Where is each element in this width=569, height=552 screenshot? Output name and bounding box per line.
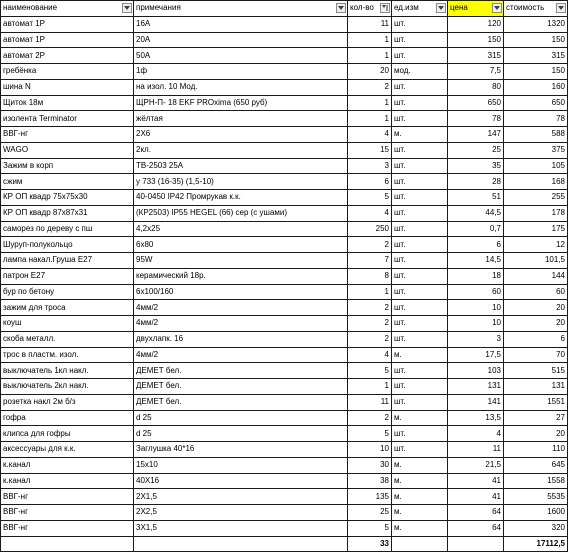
cell-unit[interactable]: шт.	[392, 190, 448, 206]
cell-quantity[interactable]: 1	[348, 48, 392, 64]
cell-price[interactable]: 7,5	[448, 64, 504, 80]
cell-unit[interactable]: шт.	[392, 253, 448, 269]
cell-unit[interactable]: шт.	[392, 300, 448, 316]
cell-price[interactable]: 13,5	[448, 410, 504, 426]
cell-notes[interactable]: 4мм/2	[134, 347, 348, 363]
cell-notes[interactable]: на изол. 10 Мод.	[134, 79, 348, 95]
cell-name[interactable]: изолента Terminator	[1, 111, 134, 127]
cell-notes[interactable]: ЩРН-П- 18 EKF PROxima (650 руб)	[134, 95, 348, 111]
cell-cost[interactable]: 20	[504, 300, 568, 316]
cell-name[interactable]: выключатель 1кл накл.	[1, 363, 134, 379]
sort-filter-icon[interactable]	[380, 3, 390, 13]
cell-unit[interactable]: шт.	[392, 174, 448, 190]
cell-name[interactable]: к.канал	[1, 473, 134, 489]
header-cell-name	[1, 1, 134, 17]
table-row	[1, 221, 568, 237]
cell-notes[interactable]: ДЕМЕТ бел.	[134, 363, 348, 379]
cell-unit[interactable]: м.	[392, 410, 448, 426]
cell-price[interactable]: 0,7	[448, 221, 504, 237]
cell-unit[interactable]: шт.	[392, 79, 448, 95]
cell-quantity[interactable]: 20	[348, 64, 392, 80]
cell-name[interactable]: патрон Е27	[1, 268, 134, 284]
cell-unit[interactable]: м.	[392, 473, 448, 489]
cell-quantity[interactable]: 11	[348, 394, 392, 410]
table-row	[1, 268, 568, 284]
cell-cost[interactable]: 144	[504, 268, 568, 284]
cell-quantity[interactable]: 1	[348, 32, 392, 48]
cell-cost[interactable]: 650	[504, 95, 568, 111]
cell-unit[interactable]: шт.	[392, 284, 448, 300]
cell-quantity[interactable]: 1	[348, 284, 392, 300]
table-row	[1, 331, 568, 347]
total-cell-unit[interactable]	[392, 536, 448, 552]
cell-name[interactable]: скоба металл.	[1, 331, 134, 347]
cell-name[interactable]: саморез по дереву с пш	[1, 221, 134, 237]
cell-name[interactable]: трос в пластм. изол.	[1, 347, 134, 363]
cell-price[interactable]: 21,5	[448, 457, 504, 473]
cell-quantity[interactable]: 1	[348, 95, 392, 111]
cell-unit[interactable]: шт.	[392, 95, 448, 111]
cell-quantity[interactable]: 2	[348, 410, 392, 426]
cell-name[interactable]: ВВГ-нг	[1, 489, 134, 505]
header-label: примечания	[136, 3, 181, 13]
cell-name[interactable]: гребёнка	[1, 64, 134, 80]
cell-name[interactable]: КР ОП квадр 75х75х30	[1, 190, 134, 206]
cell-unit[interactable]: шт.	[392, 237, 448, 253]
cell-notes[interactable]: керамический 18р.	[134, 268, 348, 284]
table-row	[1, 442, 568, 458]
cell-unit[interactable]: м.	[392, 457, 448, 473]
cell-name[interactable]: шина N	[1, 79, 134, 95]
cell-price[interactable]: 51	[448, 190, 504, 206]
cell-notes[interactable]: 20A	[134, 32, 348, 48]
cell-name[interactable]: розетка накл 2м б/з	[1, 394, 134, 410]
cell-name[interactable]: выключатель 2кл накл.	[1, 379, 134, 395]
cell-name[interactable]: к.канал	[1, 457, 134, 473]
cell-cost[interactable]: 160	[504, 79, 568, 95]
table-row	[1, 16, 568, 32]
cell-quantity[interactable]: 25	[348, 505, 392, 521]
table-row	[1, 379, 568, 395]
cell-quantity[interactable]: 4	[348, 347, 392, 363]
cell-notes[interactable]: 3Х1,5	[134, 520, 348, 536]
cell-quantity[interactable]: 4	[348, 127, 392, 143]
cell-unit[interactable]: шт.	[392, 394, 448, 410]
cell-cost[interactable]: 515	[504, 363, 568, 379]
cell-notes[interactable]: жёлтая	[134, 111, 348, 127]
table-row	[1, 473, 568, 489]
cell-unit[interactable]: шт.	[392, 316, 448, 332]
cell-cost[interactable]: 60	[504, 284, 568, 300]
cell-price[interactable]: 28	[448, 174, 504, 190]
header-cell-price	[448, 1, 504, 17]
cell-quantity[interactable]: 3	[348, 158, 392, 174]
table-row	[1, 190, 568, 206]
table-row	[1, 237, 568, 253]
cell-price[interactable]: 44,5	[448, 205, 504, 221]
cell-cost[interactable]: 70	[504, 347, 568, 363]
cell-notes[interactable]: 2Х2,5	[134, 505, 348, 521]
cell-cost[interactable]: 5535	[504, 489, 568, 505]
cell-notes[interactable]: у 733 (16-35) (1,5-10)	[134, 174, 348, 190]
cell-price[interactable]: 25	[448, 142, 504, 158]
cell-price[interactable]: 64	[448, 520, 504, 536]
cell-price[interactable]: 147	[448, 127, 504, 143]
cell-cost[interactable]: 645	[504, 457, 568, 473]
cell-name[interactable]: зажим для троса	[1, 300, 134, 316]
cell-unit[interactable]: мод.	[392, 64, 448, 80]
cell-cost[interactable]: 168	[504, 174, 568, 190]
cell-name[interactable]: клипса для гофры	[1, 426, 134, 442]
cell-name[interactable]: гофра	[1, 410, 134, 426]
cell-notes[interactable]: 40-0450 IP42 Промрукав к.к.	[134, 190, 348, 206]
cell-cost[interactable]: 150	[504, 64, 568, 80]
cell-unit[interactable]: шт.	[392, 32, 448, 48]
cell-name[interactable]: Щиток 18м	[1, 95, 134, 111]
cell-price[interactable]: 60	[448, 284, 504, 300]
cell-quantity[interactable]: 11	[348, 16, 392, 32]
total-cell-quantity[interactable]: 33	[348, 536, 392, 552]
filter-dropdown-icon[interactable]	[492, 3, 502, 13]
cell-notes[interactable]: ДЕМЕТ бел.	[134, 379, 348, 395]
header-cell-unit	[392, 1, 448, 17]
cell-cost[interactable]: 27	[504, 410, 568, 426]
cell-cost[interactable]: 315	[504, 48, 568, 64]
cell-unit[interactable]: шт.	[392, 442, 448, 458]
header-label: ед.изм	[394, 3, 419, 13]
table-row	[1, 363, 568, 379]
table-row	[1, 64, 568, 80]
cell-unit[interactable]: м.	[392, 127, 448, 143]
table-row	[1, 79, 568, 95]
filter-dropdown-icon[interactable]	[436, 3, 446, 13]
cell-unit[interactable]: шт.	[392, 426, 448, 442]
table-row	[1, 316, 568, 332]
cell-unit[interactable]: шт.	[392, 16, 448, 32]
cell-cost[interactable]: 175	[504, 221, 568, 237]
cell-price[interactable]: 650	[448, 95, 504, 111]
cell-name[interactable]: автомат 1Р	[1, 32, 134, 48]
cell-name[interactable]: WAGO	[1, 142, 134, 158]
totals-row	[1, 536, 568, 552]
cell-notes[interactable]: двухлапк. 16	[134, 331, 348, 347]
cell-cost[interactable]: 588	[504, 127, 568, 143]
cell-name[interactable]: бур по бетону	[1, 284, 134, 300]
table-body	[1, 16, 568, 552]
header-cell-cost	[504, 1, 568, 17]
table-row	[1, 95, 568, 111]
cell-price[interactable]: 6	[448, 237, 504, 253]
cell-price[interactable]: 80	[448, 79, 504, 95]
cell-quantity[interactable]: 4	[348, 205, 392, 221]
cell-price[interactable]: 11	[448, 442, 504, 458]
cell-notes[interactable]: 4мм/2	[134, 300, 348, 316]
cell-cost[interactable]: 255	[504, 190, 568, 206]
cell-quantity[interactable]: 7	[348, 253, 392, 269]
header-label: цена	[450, 3, 468, 13]
cell-quantity[interactable]: 6	[348, 174, 392, 190]
cell-unit[interactable]: шт.	[392, 379, 448, 395]
cell-quantity[interactable]: 250	[348, 221, 392, 237]
cell-cost[interactable]: 131	[504, 379, 568, 395]
cell-cost[interactable]: 12	[504, 237, 568, 253]
cell-price[interactable]: 64	[448, 505, 504, 521]
cell-name[interactable]: Шуруп-полукольцо	[1, 237, 134, 253]
cell-price[interactable]: 150	[448, 32, 504, 48]
cell-unit[interactable]: шт.	[392, 111, 448, 127]
table-row	[1, 505, 568, 521]
cell-cost[interactable]: 1600	[504, 505, 568, 521]
table-row	[1, 142, 568, 158]
cell-cost[interactable]: 178	[504, 205, 568, 221]
header-cell-notes	[134, 1, 348, 17]
filter-dropdown-icon[interactable]	[122, 3, 132, 13]
cell-notes[interactable]: 50A	[134, 48, 348, 64]
cell-unit[interactable]: шт.	[392, 48, 448, 64]
cell-price[interactable]: 41	[448, 489, 504, 505]
cell-cost[interactable]: 1320	[504, 16, 568, 32]
table-row	[1, 394, 568, 410]
cell-notes[interactable]: 40Х16	[134, 473, 348, 489]
cell-cost[interactable]: 20	[504, 426, 568, 442]
header-row	[1, 1, 568, 17]
cell-unit[interactable]: шт.	[392, 221, 448, 237]
cell-unit[interactable]: шт.	[392, 331, 448, 347]
table-row	[1, 410, 568, 426]
cell-price[interactable]: 14,5	[448, 253, 504, 269]
cell-price[interactable]: 78	[448, 111, 504, 127]
cell-cost[interactable]: 1558	[504, 473, 568, 489]
cell-notes[interactable]: Заглушка 40*16	[134, 442, 348, 458]
table-row	[1, 300, 568, 316]
cell-notes[interactable]: 1ф	[134, 64, 348, 80]
cell-name[interactable]: аксессуары для к.к.	[1, 442, 134, 458]
cell-quantity[interactable]: 15	[348, 142, 392, 158]
cell-cost[interactable]: 375	[504, 142, 568, 158]
cell-cost[interactable]: 78	[504, 111, 568, 127]
cell-quantity[interactable]: 30	[348, 457, 392, 473]
cell-notes[interactable]: 4,2х25	[134, 221, 348, 237]
table-row	[1, 426, 568, 442]
cell-quantity[interactable]: 1	[348, 379, 392, 395]
table-row	[1, 32, 568, 48]
table-row	[1, 520, 568, 536]
cell-unit[interactable]: м.	[392, 347, 448, 363]
cell-name[interactable]: ВВГ-нг	[1, 505, 134, 521]
cell-notes[interactable]: 4мм/2	[134, 316, 348, 332]
table-row	[1, 457, 568, 473]
cell-quantity[interactable]: 135	[348, 489, 392, 505]
cell-name[interactable]: Зажим в корп	[1, 158, 134, 174]
table-row	[1, 489, 568, 505]
cell-unit[interactable]: шт.	[392, 142, 448, 158]
cell-quantity[interactable]: 2	[348, 331, 392, 347]
cell-quantity[interactable]: 2	[348, 79, 392, 95]
cell-quantity[interactable]: 5	[348, 190, 392, 206]
cell-name[interactable]: лампа накал.Груша Е27	[1, 253, 134, 269]
table-row	[1, 127, 568, 143]
table-row	[1, 347, 568, 363]
cell-cost[interactable]: 1551	[504, 394, 568, 410]
cell-quantity[interactable]: 5	[348, 520, 392, 536]
cell-notes[interactable]: d 25	[134, 410, 348, 426]
cell-unit[interactable]: шт.	[392, 363, 448, 379]
cell-notes[interactable]: 2кл.	[134, 142, 348, 158]
table-row	[1, 253, 568, 269]
cell-notes[interactable]: 6х100/160	[134, 284, 348, 300]
cell-notes[interactable]: d 25	[134, 426, 348, 442]
cell-unit[interactable]: м.	[392, 520, 448, 536]
cell-notes[interactable]: (КР2503) IP55 HEGEL (66) сер (с ушами)	[134, 205, 348, 221]
cell-price[interactable]: 18	[448, 268, 504, 284]
total-cell-cost[interactable]: 17112,5	[504, 536, 568, 552]
cell-name[interactable]: ВВГ-нг	[1, 127, 134, 143]
cell-notes[interactable]: 95W	[134, 253, 348, 269]
table-row	[1, 48, 568, 64]
cell-price[interactable]: 3	[448, 331, 504, 347]
cell-unit[interactable]: шт.	[392, 205, 448, 221]
cell-name[interactable]: ВВГ-нг	[1, 520, 134, 536]
cell-name[interactable]: автомат 1Р	[1, 16, 134, 32]
cell-quantity[interactable]: 2	[348, 237, 392, 253]
cell-cost[interactable]: 20	[504, 316, 568, 332]
cell-cost[interactable]: 110	[504, 442, 568, 458]
filter-dropdown-icon[interactable]	[336, 3, 346, 13]
cell-cost[interactable]: 101,5	[504, 253, 568, 269]
cell-quantity[interactable]: 38	[348, 473, 392, 489]
cell-quantity[interactable]: 2	[348, 300, 392, 316]
cell-name[interactable]: коуш	[1, 316, 134, 332]
cell-price[interactable]: 141	[448, 394, 504, 410]
cell-price[interactable]: 35	[448, 158, 504, 174]
cell-unit[interactable]: м.	[392, 489, 448, 505]
cell-price[interactable]: 120	[448, 16, 504, 32]
cell-cost[interactable]: 105	[504, 158, 568, 174]
table-row	[1, 158, 568, 174]
cell-quantity[interactable]: 5	[348, 426, 392, 442]
cell-notes[interactable]: 2Х6	[134, 127, 348, 143]
cell-notes[interactable]: 2Х1,5	[134, 489, 348, 505]
cell-price[interactable]: 41	[448, 473, 504, 489]
cell-notes[interactable]: 6х80	[134, 237, 348, 253]
cell-price[interactable]: 103	[448, 363, 504, 379]
cell-unit[interactable]: шт.	[392, 158, 448, 174]
header-label: кол-во	[350, 3, 374, 13]
table-row	[1, 205, 568, 221]
cell-quantity[interactable]: 8	[348, 268, 392, 284]
total-cell-name[interactable]	[1, 536, 134, 552]
cell-notes[interactable]: ДЕМЕТ бел.	[134, 394, 348, 410]
cell-notes[interactable]: ТВ-2503 25А	[134, 158, 348, 174]
table-row	[1, 174, 568, 190]
cell-quantity[interactable]: 5	[348, 363, 392, 379]
cell-notes[interactable]: 15х10	[134, 457, 348, 473]
total-cell-notes[interactable]	[134, 536, 348, 552]
header-cell-quantity	[348, 1, 392, 17]
cell-price[interactable]: 17,5	[448, 347, 504, 363]
table-row	[1, 284, 568, 300]
cell-price[interactable]: 10	[448, 316, 504, 332]
cell-cost[interactable]: 320	[504, 520, 568, 536]
cell-price[interactable]: 315	[448, 48, 504, 64]
header-label: стоимость	[506, 3, 545, 13]
cell-unit[interactable]: шт.	[392, 268, 448, 284]
cell-cost[interactable]: 150	[504, 32, 568, 48]
cell-price[interactable]: 10	[448, 300, 504, 316]
total-cell-price[interactable]	[448, 536, 504, 552]
filter-dropdown-icon[interactable]	[556, 3, 566, 13]
cell-cost[interactable]: 6	[504, 331, 568, 347]
header-label: наименование	[3, 3, 58, 13]
cell-quantity[interactable]: 2	[348, 316, 392, 332]
cell-unit[interactable]: м.	[392, 505, 448, 521]
cell-name[interactable]: автомат 2Р	[1, 48, 134, 64]
cell-name[interactable]: сжим	[1, 174, 134, 190]
cell-quantity[interactable]: 1	[348, 111, 392, 127]
table-row	[1, 111, 568, 127]
cell-quantity[interactable]: 10	[348, 442, 392, 458]
cell-name[interactable]: КР ОП квадр 87х87х31	[1, 205, 134, 221]
cell-notes[interactable]: 16A	[134, 16, 348, 32]
cell-price[interactable]: 4	[448, 426, 504, 442]
cell-price[interactable]: 131	[448, 379, 504, 395]
